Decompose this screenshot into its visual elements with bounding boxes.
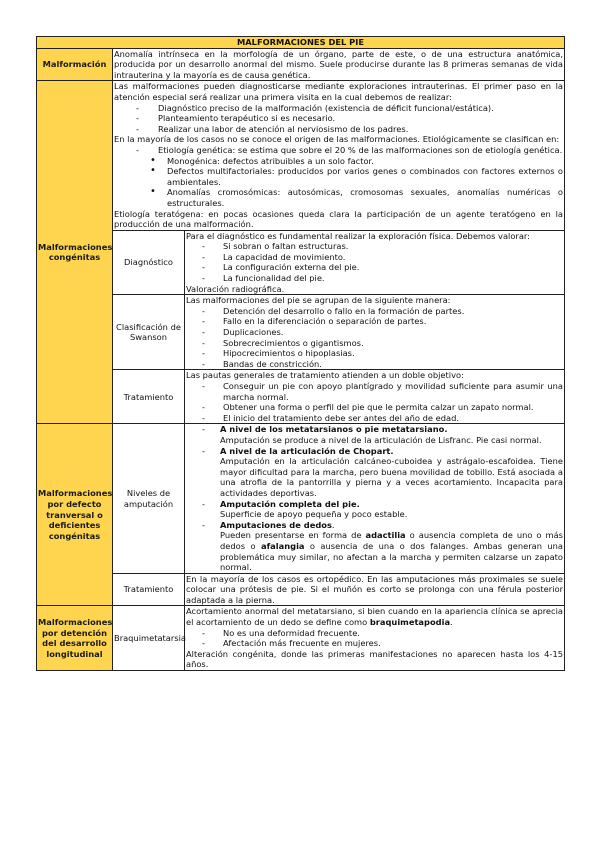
swanson-label: Clasificación de Swanson: [113, 295, 185, 370]
swanson-list: [186, 306, 563, 370]
list-item: - Realizar una labor de atención al nerviosismo de los padres.: [136, 124, 563, 135]
braquimetatarsia-cell: [185, 606, 565, 671]
adactilia-term: adactilia: [365, 530, 406, 541]
braqui-text: Acortamiento anormal del metatarsiano, si bien cuando en la apariencia clínica se aprecia el acortamiento de un dedo se define como: [186, 606, 563, 628]
nivel-text: o ausencia completa de uno o más dedos o: [220, 530, 563, 551]
list-item: - Diagnóstico preciso de la malformación (existencia de déficit funcional/estática).: [136, 103, 563, 114]
afalangia-term: afalangia: [260, 540, 305, 551]
diagnostico-cell: [185, 230, 565, 295]
tratamiento-congenitas-cell: [185, 370, 565, 424]
braquimetapodia-term: braquimetapodia: [369, 617, 451, 628]
nivel-text: Pueden presentarse en forma de: [220, 530, 366, 541]
list-item: • Defectos multifactoriales: producidos por varios genes o combinados con factores externos o ambientales.: [148, 166, 563, 187]
congenitas-label: Malformaciones congénitas: [37, 81, 113, 424]
list-item: - Amputaciones de dedos. Pueden presentarse en forma de adactilia o ausencia completa de uno o más dedos o afalangia o ausencia de una o dos falanges. Ambas generan una problemática muy similar, no afectan a la marcha y permiten calzarse un zapato normal.: [202, 520, 563, 573]
list-item: - Conseguir un pie con apoyo plantígrado y movilidad suficiente para asumir una marcha normal.: [202, 381, 563, 402]
braquimetatarsia-intro: [186, 606, 563, 627]
congenitas-middle: En la mayoría de los casos no se conoce el origen de las malformaciones. Etiológicamente se clasifican en:: [114, 134, 560, 145]
diagnostico-outro: Valoración radiográfica.: [186, 283, 285, 294]
malformaciones-table: [36, 36, 565, 671]
braquimetatarsia-outro: Alteración congénita, donde las primeras manifestaciones no aparecen hasta los 4-15 años.: [186, 648, 563, 670]
page-title: MALFORMACIONES DEL PIE: [37, 37, 565, 49]
genetic-types-list: [114, 156, 563, 209]
list-item: - El inicio del tratamiento debe ser antes del año de edad.: [202, 413, 563, 424]
diagnostico-list: [186, 241, 563, 283]
congenitas-intro: Las malformaciones pueden diagnosticarse mediante exploraciones intrauterinas. El primer paso en la atención especial será realizar una primera visita en la cual debemos de realizar:: [114, 81, 563, 102]
tratamiento-congenitas-row: [37, 370, 565, 424]
nivel-heading: A nivel de los metatarsianos o pie metatarsiano.: [220, 424, 448, 435]
diagnostico-row: [37, 230, 565, 295]
tratamiento-congenitas-intro: Las pautas generales de tratamiento atienden a un doble objetivo:: [186, 370, 464, 381]
swanson-row: [37, 295, 565, 370]
title-row: [37, 37, 565, 49]
list-item: [202, 499, 563, 520]
first-visit-list: [114, 103, 563, 135]
braquimetatarsia-row: [37, 606, 565, 671]
diagnostico-intro: Para el diagnóstico es fundamental realizar la exploración física. Debemos valorar:: [186, 230, 530, 241]
braquimetatarsia-list: [186, 628, 563, 649]
list-item: - La capacidad de movimiento.: [202, 252, 563, 263]
congenitas-general-cell: [113, 81, 565, 230]
diagnostico-label: Diagnóstico: [113, 230, 185, 295]
list-item: [202, 424, 563, 445]
nivel-text: Amputación en la articulación calcáneo-cuboidea y astrágalo-escafoidea. Tiene mayor dificultad para la marcha, pero buena movilidad de tobillo. Está asociada a una atrofia de la pantorrilla y pierna y a veces acortamiento. Incapacita para actividades deportivas.: [220, 456, 563, 498]
niveles-label: Niveles de amputación: [113, 424, 185, 573]
list-item: - Detención del desarrollo o fallo en la formación de partes.: [202, 306, 563, 317]
list-item: - Bandas de constricción.: [202, 359, 563, 370]
list-item: - Hipocrecimientos o hipoplasias.: [202, 348, 563, 359]
niveles-list: [186, 424, 563, 572]
longitudinal-label: Malformaciones por detención del desarrollo longitudinal: [37, 606, 113, 671]
nivel-heading: Amputaciones de dedos: [220, 519, 332, 530]
list-item: - Fallo en la diferenciación o separación de partes.: [202, 316, 563, 327]
list-item: - Afectación más frecuente en mujeres.: [202, 638, 563, 649]
list-item: - Planteamiento terapéutico si es necesario.: [136, 113, 563, 124]
malformacion-label: Malformación: [37, 48, 113, 81]
list-item: - La configuración externa del pie.: [202, 262, 563, 273]
nivel-text: Amputación se produce a nivel de la articulación de Lisfranc. Pie casi normal.: [220, 434, 542, 445]
list-item: - Sobrecrecimientos o gigantismos.: [202, 338, 563, 349]
tratamiento-defecto-row: [37, 573, 565, 606]
list-item: [202, 446, 563, 499]
list-item: - La funcionalidad del pie.: [202, 273, 563, 284]
congenitas-general-row: [37, 81, 565, 230]
list-item: - No es una deformidad frecuente.: [202, 628, 563, 639]
tratamiento-congenitas-list: [186, 381, 563, 423]
nivel-heading: A nivel de la articulación de Chopart.: [220, 445, 394, 456]
list-item: • Monogénica: defectos atribuibles a un solo factor.: [148, 156, 563, 167]
list-item: - Obtener una forma o perfil del pie que le permita calzar un zapato normal.: [202, 402, 563, 413]
malformacion-definition: Anomalía intrínseca en la morfología de un órgano, parte de este, o de una estructura anatómica, producida por un desarrollo anormal del mismo. Suele producirse durante las 8 primeras semanas de vida intrauterina y la mayoría es de causa genética.: [114, 48, 563, 80]
tratamiento-defecto-label: Tratamiento: [113, 573, 185, 606]
tratamiento-congenitas-label: Tratamiento: [113, 370, 185, 424]
braqui-text: .: [450, 617, 453, 628]
list-item: - Duplicaciones.: [202, 327, 563, 338]
malformacion-row: [37, 48, 565, 81]
list-item: • Anomalías cromosómicas: autosómicas, cromosomas sexuales, anomalías numéricas o estructurales.: [148, 187, 563, 208]
nivel-heading: Amputación completa del pie.: [220, 498, 360, 509]
list-item: - Etiología genética: se estima que sobre el 20 % de las malformaciones son de etiología genética.: [136, 145, 563, 156]
defecto-label: Malformaciones por defecto tranversal o deficientes congénitas: [37, 424, 113, 606]
niveles-row: [37, 424, 565, 573]
braquimetatarsia-label: Braquimetatarsia: [113, 606, 185, 671]
swanson-intro: Las malformaciones del pie se agrupan de la siguiente manera:: [186, 295, 451, 306]
swanson-cell: [185, 295, 565, 370]
congenitas-teratogenic: Etiología teratógena: en pocas ocasiones queda clara la participación de un agente teratógeno en la producción de una malformación.: [114, 208, 563, 230]
nivel-text: o ausencia de una o dos falanges. Ambas generan una problemática muy similar, no afectan a la marcha y permiten calzarse un zapato normal.: [220, 540, 564, 573]
etiology-list: [114, 145, 563, 156]
tratamiento-defecto-text: En la mayoría de los casos es ortopédico. En las amputaciones más proximales se suele colocar una prótesis de pie. Si el muñón es corto se prolonga con una férula posterior adaptada a la pierna.: [186, 573, 563, 605]
list-item: - Si sobran o faltan estructuras.: [202, 241, 563, 252]
niveles-cell: [185, 424, 565, 573]
nivel-text: Superficie de apoyo pequeña y poco estable.: [220, 509, 408, 520]
